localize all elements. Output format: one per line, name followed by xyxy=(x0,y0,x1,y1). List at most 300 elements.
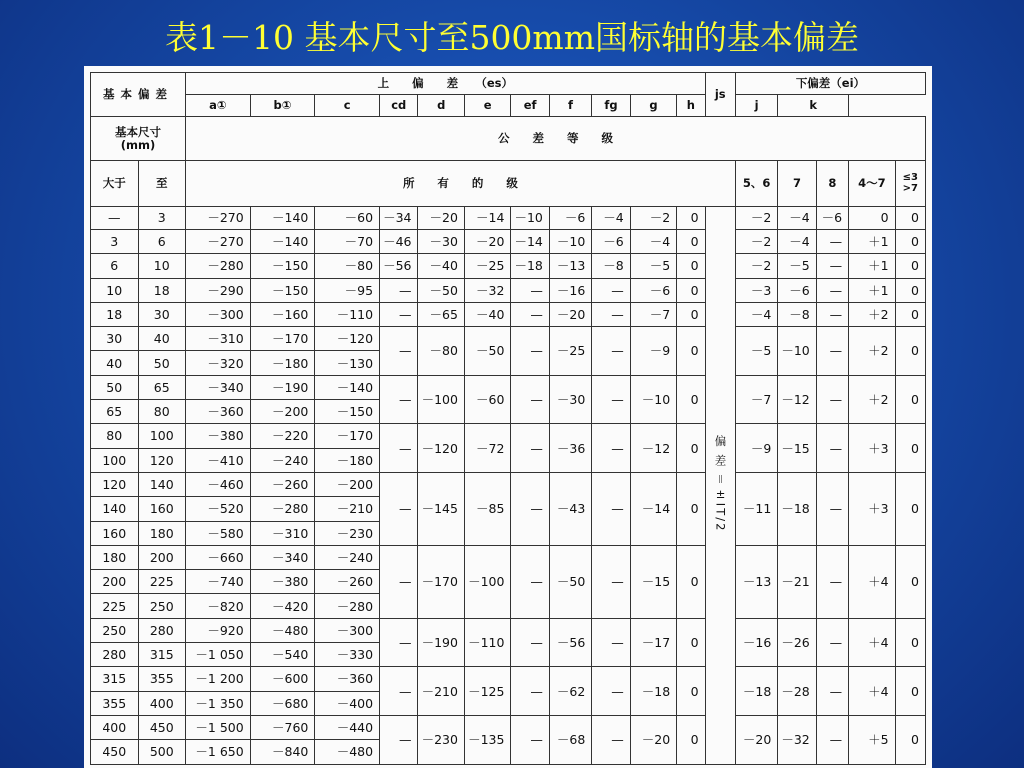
dev-fg-4: — xyxy=(592,302,630,326)
size-to-4: 30 xyxy=(138,302,186,326)
dev-a-3: －290 xyxy=(186,278,251,302)
dev-cd-10: — xyxy=(380,618,418,667)
dev-f-9: －50 xyxy=(549,545,591,618)
dev-d-3: －50 xyxy=(418,278,464,302)
deviation-table xyxy=(90,72,926,765)
dev-j7-5: －10 xyxy=(778,327,816,376)
dev-fg-7: — xyxy=(592,424,630,473)
dev-b-14: －340 xyxy=(250,545,315,569)
header-grade-le3-gt7: ≤3 >7 xyxy=(895,161,925,207)
dev-j7-11: －28 xyxy=(778,667,816,716)
size-to-2: 10 xyxy=(138,254,186,278)
header-basic-size xyxy=(91,117,186,161)
dev-a-14: －660 xyxy=(186,545,251,569)
dev-j7-4: －8 xyxy=(778,302,816,326)
dev-j7-2: －5 xyxy=(778,254,816,278)
dev-cd-11: — xyxy=(380,667,418,716)
size-over-5: 30 xyxy=(91,327,139,351)
dev-h-0: 0 xyxy=(677,207,705,230)
dev-k47-2: ＋1 xyxy=(849,254,895,278)
dev-a-8: －360 xyxy=(186,400,251,424)
dev-k47-6: ＋2 xyxy=(849,375,895,424)
dev-b-7: －190 xyxy=(250,375,315,399)
dev-j56-7: －9 xyxy=(735,424,777,473)
dev-k37-3: 0 xyxy=(895,278,925,302)
size-to-20: 400 xyxy=(138,691,186,715)
dev-c-11: －200 xyxy=(315,472,380,496)
dev-d-6: －100 xyxy=(418,375,464,424)
dev-c-15: －260 xyxy=(315,570,380,594)
dev-j56-12: －20 xyxy=(735,715,777,764)
size-to-22: 500 xyxy=(138,740,186,764)
dev-ef-4: — xyxy=(511,302,549,326)
dev-cd-2: －56 xyxy=(380,254,418,278)
dev-g-3: －6 xyxy=(630,278,676,302)
dev-fg-3: — xyxy=(592,278,630,302)
dev-k47-7: ＋3 xyxy=(849,424,895,473)
dev-a-6: －320 xyxy=(186,351,251,375)
size-over-4: 18 xyxy=(91,302,139,326)
dev-h-12: 0 xyxy=(677,715,705,764)
size-to-12: 160 xyxy=(138,497,186,521)
dev-c-18: －330 xyxy=(315,643,380,667)
dev-j8-4: — xyxy=(816,302,848,326)
dev-fg-1: －6 xyxy=(592,230,630,254)
dev-f-6: －30 xyxy=(549,375,591,424)
dev-j8-1: — xyxy=(816,230,848,254)
dev-a-1: －270 xyxy=(186,230,251,254)
dev-j56-10: －16 xyxy=(735,618,777,667)
dev-b-15: －380 xyxy=(250,570,315,594)
header-letter-1: b① xyxy=(250,95,315,117)
header-basic-size-label: 基本尺寸 xyxy=(115,125,161,140)
dev-c-5: －120 xyxy=(315,327,380,351)
dev-g-4: －7 xyxy=(630,302,676,326)
dev-fg-6: — xyxy=(592,375,630,424)
dev-c-21: －440 xyxy=(315,715,380,739)
dev-j56-0: －2 xyxy=(735,207,777,230)
dev-j8-12: — xyxy=(816,715,848,764)
dev-j7-3: －6 xyxy=(778,278,816,302)
dev-a-2: －280 xyxy=(186,254,251,278)
dev-f-7: －36 xyxy=(549,424,591,473)
dev-f-0: －6 xyxy=(549,207,591,230)
dev-d-7: －120 xyxy=(418,424,464,473)
dev-j8-8: — xyxy=(816,472,848,545)
dev-a-21: －1 500 xyxy=(186,715,251,739)
dev-j8-5: — xyxy=(816,327,848,376)
size-to-10: 120 xyxy=(138,448,186,472)
dev-cd-0: －34 xyxy=(380,207,418,230)
dev-b-9: －220 xyxy=(250,424,315,448)
dev-f-4: －20 xyxy=(549,302,591,326)
size-to-13: 180 xyxy=(138,521,186,545)
header-grade-5-6: 5、6 xyxy=(735,161,777,207)
size-to-16: 250 xyxy=(138,594,186,618)
dev-g-2: －5 xyxy=(630,254,676,278)
dev-b-18: －540 xyxy=(250,643,315,667)
dev-c-7: －140 xyxy=(315,375,380,399)
header-letter-5: e xyxy=(464,95,510,117)
size-over-19: 315 xyxy=(91,667,139,691)
dev-g-9: －15 xyxy=(630,545,676,618)
dev-c-4: －110 xyxy=(315,302,380,326)
size-over-10: 100 xyxy=(91,448,139,472)
header-grade-7: 7 xyxy=(778,161,816,207)
dev-j7-6: －12 xyxy=(778,375,816,424)
dev-cd-8: — xyxy=(380,472,418,545)
header-letter-4: d xyxy=(418,95,464,117)
size-to-3: 18 xyxy=(138,278,186,302)
dev-j8-10: — xyxy=(816,618,848,667)
dev-h-9: 0 xyxy=(677,545,705,618)
dev-c-3: －95 xyxy=(315,278,380,302)
dev-g-12: －20 xyxy=(630,715,676,764)
dev-j7-9: －21 xyxy=(778,545,816,618)
dev-fg-8: — xyxy=(592,472,630,545)
dev-b-4: －160 xyxy=(250,302,315,326)
dev-e-0: －14 xyxy=(464,207,510,230)
dev-b-12: －280 xyxy=(250,497,315,521)
dev-f-11: －62 xyxy=(549,667,591,716)
size-over-17: 250 xyxy=(91,618,139,642)
dev-e-8: －85 xyxy=(464,472,510,545)
dev-c-2: －80 xyxy=(315,254,380,278)
dev-cd-7: — xyxy=(380,424,418,473)
size-over-12: 140 xyxy=(91,497,139,521)
size-over-7: 50 xyxy=(91,375,139,399)
size-over-15: 200 xyxy=(91,570,139,594)
dev-b-1: －140 xyxy=(250,230,315,254)
dev-j56-6: －7 xyxy=(735,375,777,424)
header-js: js xyxy=(705,73,735,117)
dev-e-10: －110 xyxy=(464,618,510,667)
dev-a-13: －580 xyxy=(186,521,251,545)
dev-d-1: －30 xyxy=(418,230,464,254)
size-to-11: 140 xyxy=(138,472,186,496)
dev-a-19: －1 200 xyxy=(186,667,251,691)
dev-d-2: －40 xyxy=(418,254,464,278)
dev-k37-10: 0 xyxy=(895,618,925,667)
dev-j7-12: －32 xyxy=(778,715,816,764)
dev-c-0: －60 xyxy=(315,207,380,230)
dev-k37-7: 0 xyxy=(895,424,925,473)
js-deviation-text: 偏 差 ＝±IT/2 xyxy=(713,435,728,533)
dev-j8-2: — xyxy=(816,254,848,278)
dev-k47-8: ＋3 xyxy=(849,472,895,545)
dev-ef-9: — xyxy=(511,545,549,618)
size-to-6: 50 xyxy=(138,351,186,375)
dev-f-5: －25 xyxy=(549,327,591,376)
dev-h-3: 0 xyxy=(677,278,705,302)
dev-b-11: －260 xyxy=(250,472,315,496)
dev-d-9: －170 xyxy=(418,545,464,618)
header-over: 大于 xyxy=(91,161,139,207)
dev-c-13: －230 xyxy=(315,521,380,545)
dev-e-5: －50 xyxy=(464,327,510,376)
dev-j56-3: －3 xyxy=(735,278,777,302)
dev-f-2: －13 xyxy=(549,254,591,278)
dev-g-6: －10 xyxy=(630,375,676,424)
dev-a-7: －340 xyxy=(186,375,251,399)
dev-fg-11: — xyxy=(592,667,630,716)
dev-j8-11: — xyxy=(816,667,848,716)
table-scan xyxy=(84,66,932,768)
size-over-0: — xyxy=(91,207,139,230)
dev-j56-11: －18 xyxy=(735,667,777,716)
size-to-17: 280 xyxy=(138,618,186,642)
size-over-14: 180 xyxy=(91,545,139,569)
size-over-2: 6 xyxy=(91,254,139,278)
dev-f-1: －10 xyxy=(549,230,591,254)
dev-j56-8: －11 xyxy=(735,472,777,545)
dev-c-12: －210 xyxy=(315,497,380,521)
dev-b-5: －170 xyxy=(250,327,315,351)
dev-cd-1: －46 xyxy=(380,230,418,254)
dev-h-8: 0 xyxy=(677,472,705,545)
dev-j7-1: －4 xyxy=(778,230,816,254)
dev-c-20: －400 xyxy=(315,691,380,715)
dev-f-12: －68 xyxy=(549,715,591,764)
dev-b-16: －420 xyxy=(250,594,315,618)
dev-h-1: 0 xyxy=(677,230,705,254)
dev-k37-5: 0 xyxy=(895,327,925,376)
dev-cd-12: — xyxy=(380,715,418,764)
dev-ef-7: — xyxy=(511,424,549,473)
dev-h-5: 0 xyxy=(677,327,705,376)
dev-e-9: －100 xyxy=(464,545,510,618)
size-over-6: 40 xyxy=(91,351,139,375)
dev-b-10: －240 xyxy=(250,448,315,472)
dev-c-16: －280 xyxy=(315,594,380,618)
dev-ef-2: －18 xyxy=(511,254,549,278)
header-grade-4-7: 4～7 xyxy=(849,161,895,207)
header-grade-8: 8 xyxy=(816,161,848,207)
dev-a-20: －1 350 xyxy=(186,691,251,715)
size-over-21: 400 xyxy=(91,715,139,739)
dev-d-11: －210 xyxy=(418,667,464,716)
dev-b-3: －150 xyxy=(250,278,315,302)
dev-e-7: －72 xyxy=(464,424,510,473)
size-over-16: 225 xyxy=(91,594,139,618)
header-letter-3: cd xyxy=(380,95,418,117)
size-to-7: 65 xyxy=(138,375,186,399)
slide-title: 表1－10 基本尺寸至500mm国标轴的基本偏差 xyxy=(164,18,860,57)
dev-k37-9: 0 xyxy=(895,545,925,618)
dev-a-10: －410 xyxy=(186,448,251,472)
dev-j7-10: －26 xyxy=(778,618,816,667)
dev-c-8: －150 xyxy=(315,400,380,424)
header-letter-8: fg xyxy=(592,95,630,117)
dev-cd-9: — xyxy=(380,545,418,618)
size-over-1: 3 xyxy=(91,230,139,254)
dev-j56-2: －2 xyxy=(735,254,777,278)
dev-j8-0: －6 xyxy=(816,207,848,230)
dev-fg-5: — xyxy=(592,327,630,376)
header-basic-deviation: 基本偏差 xyxy=(91,73,186,117)
dev-b-21: －760 xyxy=(250,715,315,739)
dev-c-6: －130 xyxy=(315,351,380,375)
dev-h-2: 0 xyxy=(677,254,705,278)
header-all-grades: 所 有 的 级 xyxy=(186,161,736,207)
dev-e-11: －125 xyxy=(464,667,510,716)
header-letter-6: ef xyxy=(511,95,549,117)
header-letter-k: k xyxy=(778,95,849,117)
dev-k47-12: ＋5 xyxy=(849,715,895,764)
size-over-13: 160 xyxy=(91,521,139,545)
header-letter-7: f xyxy=(549,95,591,117)
dev-j7-7: －15 xyxy=(778,424,816,473)
dev-k47-9: ＋4 xyxy=(849,545,895,618)
dev-j8-9: — xyxy=(816,545,848,618)
dev-f-8: －43 xyxy=(549,472,591,545)
dev-k47-4: ＋2 xyxy=(849,302,895,326)
dev-d-4: －65 xyxy=(418,302,464,326)
header-upper-deviation: 上 偏 差 （es） xyxy=(186,73,706,95)
dev-j8-6: — xyxy=(816,375,848,424)
header-letter-10: h xyxy=(677,95,705,117)
dev-a-18: －1 050 xyxy=(186,643,251,667)
dev-j8-7: — xyxy=(816,424,848,473)
dev-d-12: －230 xyxy=(418,715,464,764)
size-to-14: 200 xyxy=(138,545,186,569)
dev-cd-4: — xyxy=(380,302,418,326)
dev-k37-4: 0 xyxy=(895,302,925,326)
size-to-8: 80 xyxy=(138,400,186,424)
size-over-18: 280 xyxy=(91,643,139,667)
dev-a-17: －920 xyxy=(186,618,251,642)
dev-a-11: －460 xyxy=(186,472,251,496)
dev-ef-11: — xyxy=(511,667,549,716)
dev-e-12: －135 xyxy=(464,715,510,764)
size-over-20: 355 xyxy=(91,691,139,715)
dev-b-8: －200 xyxy=(250,400,315,424)
dev-ef-12: — xyxy=(511,715,549,764)
dev-fg-2: －8 xyxy=(592,254,630,278)
dev-b-13: －310 xyxy=(250,521,315,545)
dev-cd-5: — xyxy=(380,327,418,376)
js-deviation-note xyxy=(705,207,735,765)
dev-e-6: －60 xyxy=(464,375,510,424)
dev-k37-0: 0 xyxy=(895,207,925,230)
header-letter-j: j xyxy=(735,95,777,117)
size-to-9: 100 xyxy=(138,424,186,448)
header-to: 至 xyxy=(138,161,186,207)
dev-ef-6: — xyxy=(511,375,549,424)
dev-k37-2: 0 xyxy=(895,254,925,278)
dev-fg-12: — xyxy=(592,715,630,764)
dev-ef-1: －14 xyxy=(511,230,549,254)
dev-e-4: －40 xyxy=(464,302,510,326)
dev-j8-3: — xyxy=(816,278,848,302)
dev-d-10: －190 xyxy=(418,618,464,667)
dev-k47-3: ＋1 xyxy=(849,278,895,302)
dev-c-22: －480 xyxy=(315,740,380,764)
dev-h-10: 0 xyxy=(677,618,705,667)
dev-a-5: －310 xyxy=(186,327,251,351)
dev-k47-11: ＋4 xyxy=(849,667,895,716)
dev-g-5: －9 xyxy=(630,327,676,376)
dev-a-16: －820 xyxy=(186,594,251,618)
dev-f-3: －16 xyxy=(549,278,591,302)
dev-g-0: －2 xyxy=(630,207,676,230)
size-to-19: 355 xyxy=(138,667,186,691)
size-over-3: 10 xyxy=(91,278,139,302)
dev-d-5: －80 xyxy=(418,327,464,376)
dev-c-14: －240 xyxy=(315,545,380,569)
dev-a-4: －300 xyxy=(186,302,251,326)
dev-ef-0: －10 xyxy=(511,207,549,230)
size-to-15: 225 xyxy=(138,570,186,594)
dev-fg-10: — xyxy=(592,618,630,667)
header-lower-deviation: 下偏差（ei） xyxy=(735,73,925,95)
dev-cd-3: — xyxy=(380,278,418,302)
dev-g-7: －12 xyxy=(630,424,676,473)
dev-b-20: －680 xyxy=(250,691,315,715)
dev-ef-8: — xyxy=(511,472,549,545)
dev-d-8: －145 xyxy=(418,472,464,545)
dev-j7-0: －4 xyxy=(778,207,816,230)
header-letter-0: a① xyxy=(186,95,251,117)
dev-h-4: 0 xyxy=(677,302,705,326)
size-to-1: 6 xyxy=(138,230,186,254)
dev-b-2: －150 xyxy=(250,254,315,278)
dev-e-3: －32 xyxy=(464,278,510,302)
dev-cd-6: — xyxy=(380,375,418,424)
dev-k47-1: ＋1 xyxy=(849,230,895,254)
size-to-5: 40 xyxy=(138,327,186,351)
dev-k37-8: 0 xyxy=(895,472,925,545)
dev-h-11: 0 xyxy=(677,667,705,716)
dev-k47-10: ＋4 xyxy=(849,618,895,667)
dev-g-11: －18 xyxy=(630,667,676,716)
size-over-22: 450 xyxy=(91,740,139,764)
dev-j56-4: －4 xyxy=(735,302,777,326)
size-to-0: 3 xyxy=(138,207,186,230)
dev-c-19: －360 xyxy=(315,667,380,691)
size-to-18: 315 xyxy=(138,643,186,667)
size-over-8: 65 xyxy=(91,400,139,424)
dev-b-22: －840 xyxy=(250,740,315,764)
dev-k37-11: 0 xyxy=(895,667,925,716)
dev-k37-6: 0 xyxy=(895,375,925,424)
dev-g-1: －4 xyxy=(630,230,676,254)
dev-j56-9: －13 xyxy=(735,545,777,618)
size-over-11: 120 xyxy=(91,472,139,496)
dev-g-8: －14 xyxy=(630,472,676,545)
dev-fg-9: — xyxy=(592,545,630,618)
dev-j7-8: －18 xyxy=(778,472,816,545)
dev-f-10: －56 xyxy=(549,618,591,667)
dev-e-1: －20 xyxy=(464,230,510,254)
dev-k47-0: 0 xyxy=(849,207,895,230)
dev-a-15: －740 xyxy=(186,570,251,594)
dev-k37-12: 0 xyxy=(895,715,925,764)
dev-b-17: －480 xyxy=(250,618,315,642)
dev-a-22: －1 650 xyxy=(186,740,251,764)
dev-b-19: －600 xyxy=(250,667,315,691)
size-over-9: 80 xyxy=(91,424,139,448)
dev-a-12: －520 xyxy=(186,497,251,521)
dev-k37-1: 0 xyxy=(895,230,925,254)
dev-c-9: －170 xyxy=(315,424,380,448)
dev-fg-0: －4 xyxy=(592,207,630,230)
size-to-21: 450 xyxy=(138,715,186,739)
header-tolerance-grade: 公 差 等 级 xyxy=(186,117,926,161)
dev-j56-1: －2 xyxy=(735,230,777,254)
dev-h-6: 0 xyxy=(677,375,705,424)
dev-d-0: －20 xyxy=(418,207,464,230)
